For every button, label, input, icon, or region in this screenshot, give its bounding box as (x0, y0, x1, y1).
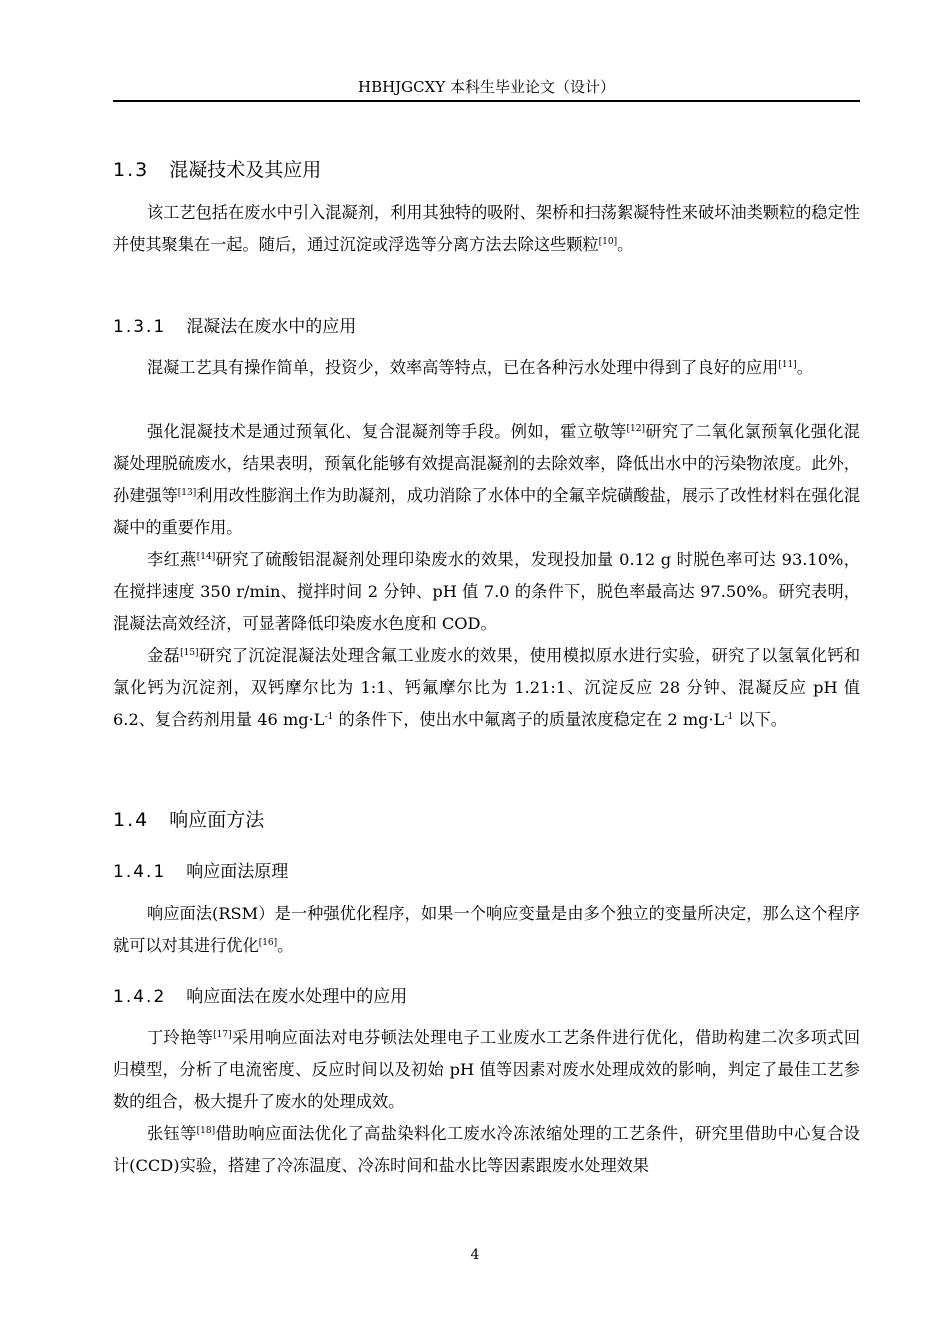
paragraph-li-hongyan (113, 544, 860, 640)
citation: [17] (213, 1030, 232, 1040)
unit-exponent: -1 (324, 712, 334, 722)
citation: [18] (196, 1126, 216, 1136)
paragraph-enhanced-coagulation (113, 416, 860, 544)
citation: [11] (778, 360, 797, 370)
paragraph-text: 。 (796, 358, 813, 377)
subsection-number: 1.3.1 (113, 317, 167, 337)
citation: [12] (626, 424, 646, 434)
paragraph-text: 研究了沉淀混凝法处理含氟工业废水的效果，使用模拟原水进行实验，研究了以氢氧化钙和氯化钙为沉淀剂，双钙摩尔比为 1:1、钙氟摩尔比为 1.21:1、沉淀反应 28 分钟、混凝反应 pH 值 6.2、复合药剂用量 46 mg·L (113, 646, 861, 729)
section-title: 混凝技术及其应用 (169, 159, 322, 181)
paragraph-text: 以下。 (733, 710, 787, 729)
citation: [10] (598, 237, 618, 247)
paragraph-text: 。 (617, 235, 634, 254)
paragraph-coagulation-features (113, 352, 860, 384)
section-title: 响应面方法 (169, 809, 265, 831)
paragraph-text: 借助响应面法优化了高盐染料化工废水冷冻浓缩处理的工艺条件，研究里借助中心复合设计(CCD)实验，搭建了冷冻温度、冷冻时间和盐水比等因素跟废水处理效果 (113, 1124, 860, 1175)
citation: [16] (258, 938, 278, 948)
subsection-number: 1.4.1 (113, 862, 167, 882)
page-number: 4 (470, 1247, 480, 1263)
paragraph-text: 的条件下，使出水中氟离子的质量浓度稳定在 2 mg·L (333, 710, 725, 729)
paragraph-text: 采用响应面法对电芬顿法处理电子工业废水工艺条件进行优化，借助构建二次多项式回归模型，分析了电流密度、反应时间以及初始 pH 值等因素对废水处理成效的影响，判定了最佳工艺参数的组合，极大提升了废水的处理成效。 (113, 1028, 861, 1111)
section-heading-1-4 (113, 808, 264, 832)
paragraph-text: 丁玲艳等 (147, 1028, 214, 1047)
paragraph-text: 张钰等 (147, 1124, 197, 1143)
section-number: 1.4 (113, 809, 150, 831)
subsection-title: 混凝法在废水中的应用 (186, 317, 357, 337)
subsection-number: 1.4.2 (113, 987, 167, 1007)
paragraph-ding-lingyan (113, 1022, 860, 1118)
paragraph-text: 研究了硫酸铝混凝剂处理印染废水的效果，发现投加量 0.12 g 时脱色率可达 93.10%，在搅拌速度 350 r/min、搅拌时间 2 分钟、pH 值 7.0 的条件下，脱色率最高达 97.50%。研究表明，混凝法高效经济，可显著降低印染废水色度和 COD。 (113, 550, 860, 633)
subsection-title: 响应面法原理 (186, 862, 289, 882)
paragraph-coagulation-intro (113, 197, 860, 261)
paragraph-zhang-yu (113, 1118, 860, 1182)
paragraph-text: 该工艺包括在废水中引入混凝剂，利用其独特的吸附、架桥和扫荡絮凝特性来破坏油类颗粒的稳定性并使其聚集在一起。随后，通过沉淀或浮选等分离方法去除这些颗粒 (113, 203, 860, 254)
citation: [13] (177, 488, 197, 498)
section-heading-1-3 (113, 158, 321, 182)
citation: [15] (180, 648, 199, 658)
paragraph-text: 金磊 (147, 646, 181, 665)
section-number: 1.3 (113, 159, 150, 181)
paragraph-jin-lei (113, 640, 860, 736)
paragraph-rsm-principle (113, 898, 860, 962)
citation: [14] (196, 552, 216, 562)
paragraph-text: 研究了二氧化氯预氧化强化混凝处理脱硫废水，结果表明，预氧化能够有效提高混凝剂的去除效率，降低出水中的污染物浓度。此外，孙建强等 (113, 422, 860, 505)
unit-exponent: -1 (724, 712, 734, 722)
subsection-heading-1-4-2 (113, 986, 407, 1008)
paragraph-text: 利用改性膨润土作为助凝剂，成功消除了水体中的全氟辛烷磺酸盐，展示了改性材料在强化混凝中的重要作用。 (113, 486, 861, 537)
subsection-title: 响应面法在废水处理中的应用 (186, 987, 408, 1007)
header-divider (113, 100, 860, 102)
paragraph-text: 李红燕 (147, 550, 197, 569)
paragraph-text: 强化混凝技术是通过预氧化、复合混凝剂等手段。例如，霍立敬等 (147, 422, 627, 441)
paragraph-text: 。 (277, 936, 294, 955)
paragraph-text: 混凝工艺具有操作简单，投资少，效率高等特点，已在各种污水处理中得到了良好的应用 (147, 358, 779, 377)
paragraph-text: 响应面法(RSM）是一种强优化程序，如果一个响应变量是由多个独立的变量所决定，那么这个程序就可以对其进行优化 (113, 904, 860, 955)
subsection-heading-1-3-1 (113, 316, 356, 338)
subsection-heading-1-4-1 (113, 861, 288, 883)
running-header: HBHJGCXY 本科生毕业论文（设计） (357, 78, 615, 96)
